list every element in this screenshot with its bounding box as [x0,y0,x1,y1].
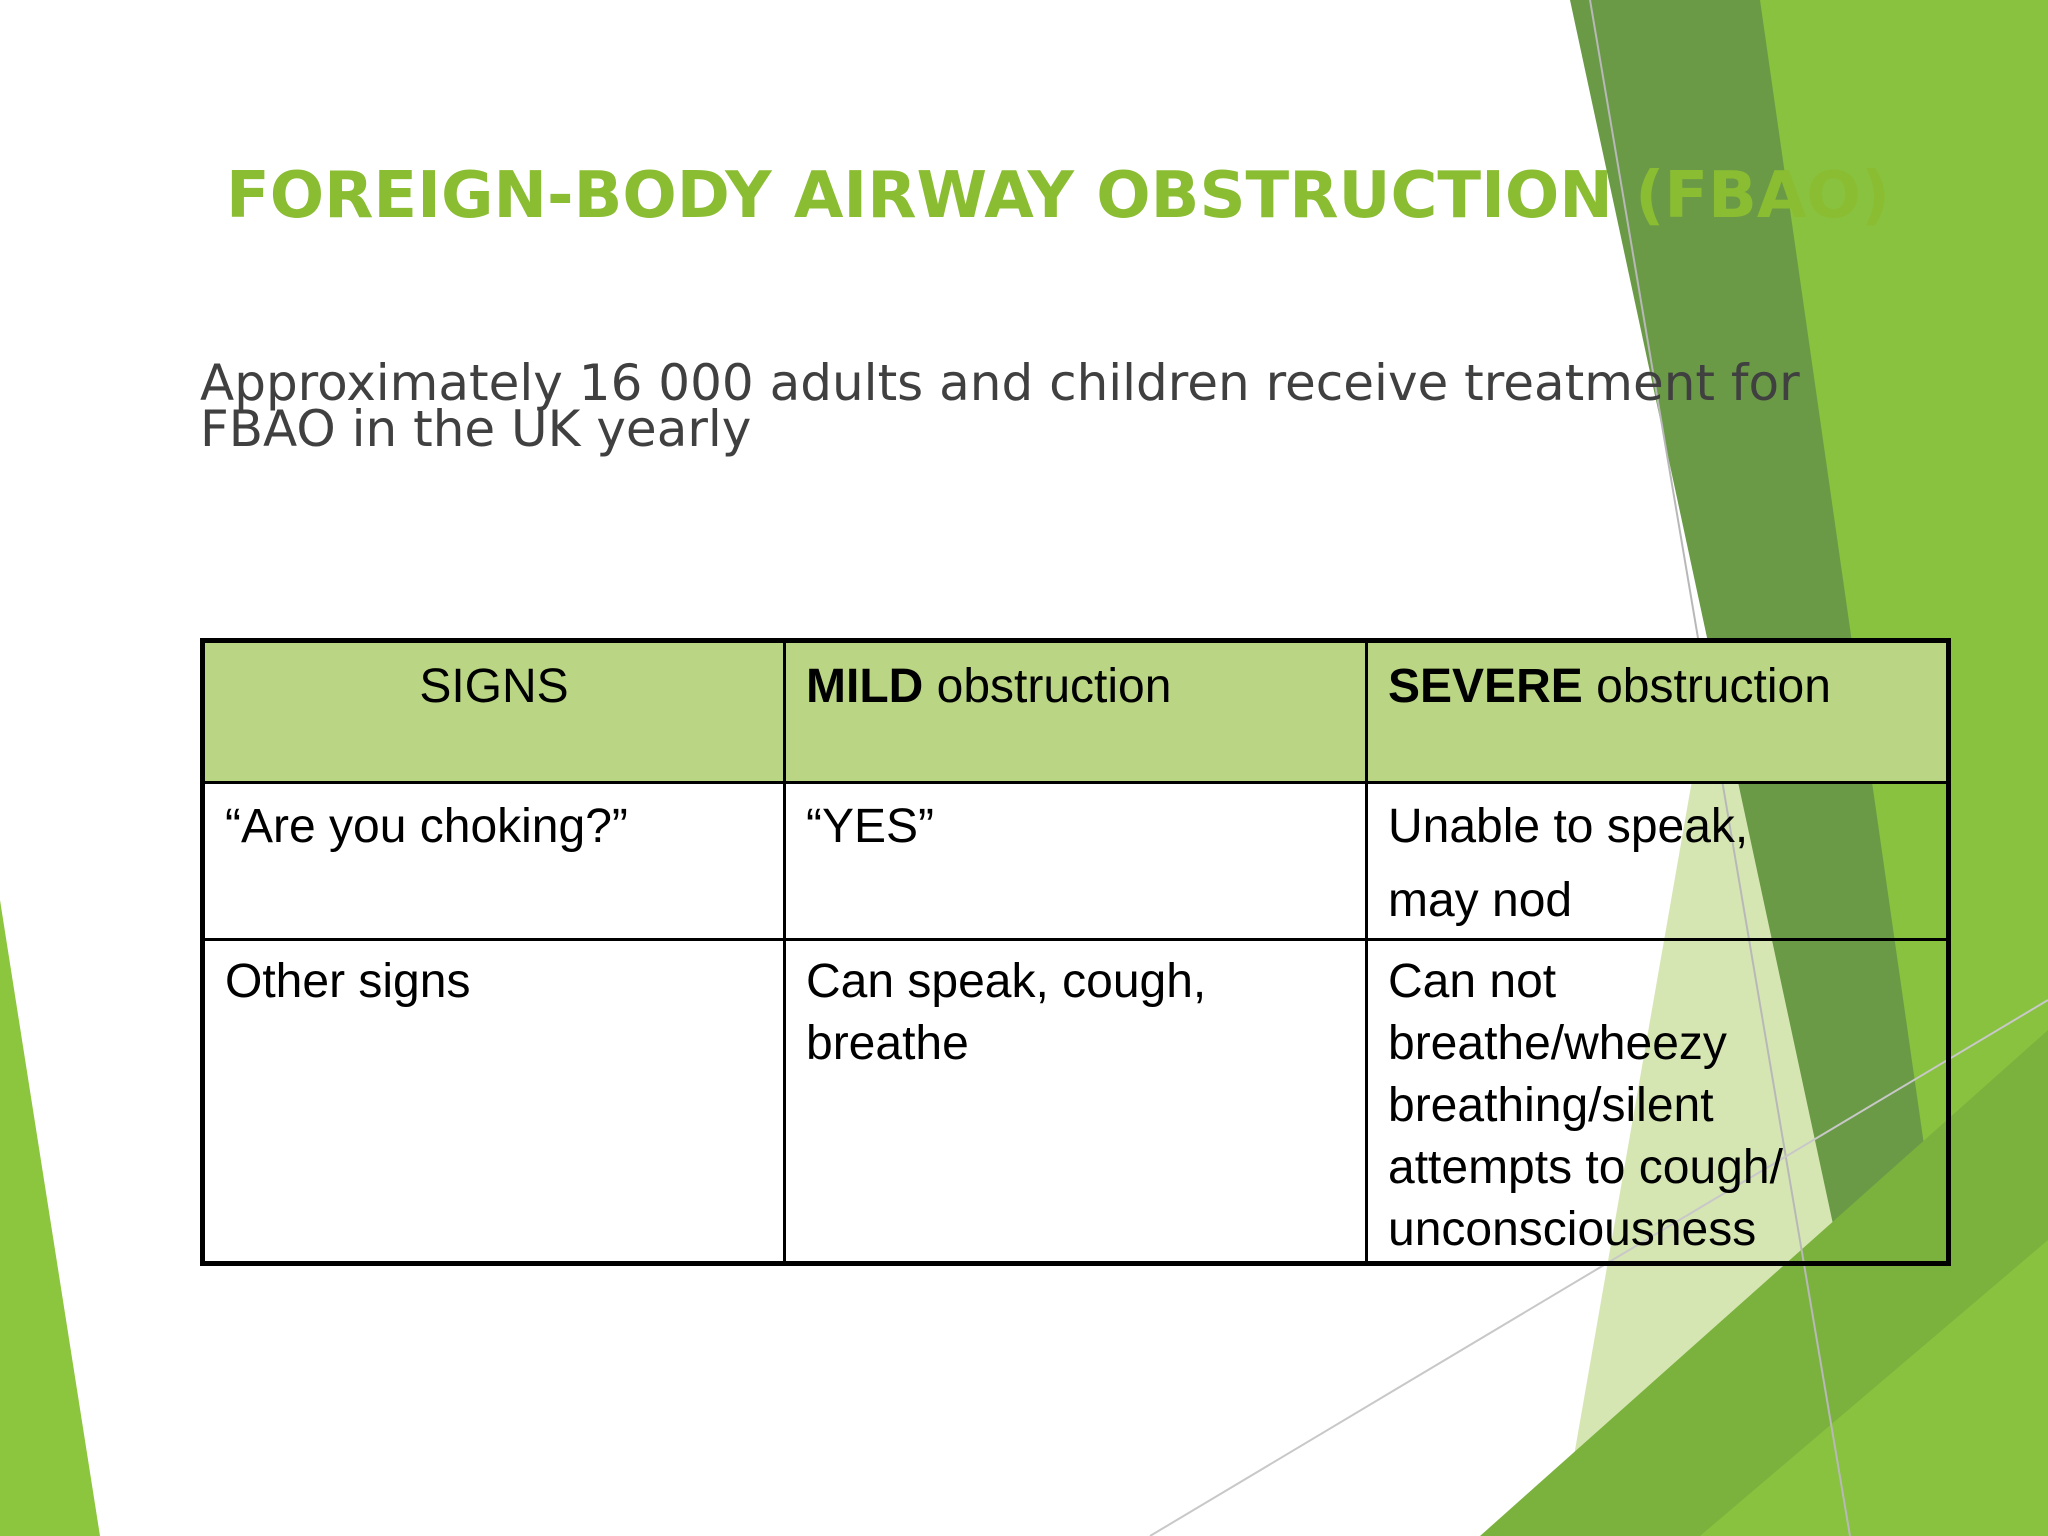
cell-mild [785,940,1367,1264]
header-signs [203,641,785,783]
slide-title: FOREIGN-BODY AIRWAY OBSTRUCTION (FBAO) [226,159,1891,233]
table-row [203,940,1949,1264]
cell-sign-text: “Are you choking?” [225,800,628,853]
header-mild-rest: obstruction [923,660,1172,713]
cell-severe [1367,783,1949,940]
table-row [203,783,1949,940]
cell-severe-line: may nod [1388,874,1573,927]
cell-mild-text: “YES” [806,800,935,853]
cell-mild-line: breathe [806,1017,969,1070]
header-severe [1367,641,1949,783]
header-severe-rest: obstruction [1582,660,1831,713]
cell-mild-line: Can speak, cough, [806,955,1207,1008]
cell-severe-line: attempts to cough/ [1388,1141,1783,1194]
table-header-row [203,641,1949,783]
cell-severe-line: Can not [1388,955,1557,1008]
header-signs-label: SIGNS [419,660,569,713]
cell-severe-line: breathing/silent [1388,1079,1714,1132]
cell-sign [203,783,785,940]
cell-sign [203,940,785,1264]
cell-severe-line: breathe/wheezy [1388,1017,1727,1070]
cell-severe-line: unconsciousness [1388,1203,1757,1256]
header-mild-bold: MILD [806,660,924,713]
header-mild [785,641,1367,783]
intro-text: Approximately 16 000 adults and children receive treatment for FBAO in the UK yearly [200,354,1800,458]
cell-mild [785,783,1367,940]
cell-severe-line: Unable to speak, [1388,800,1749,853]
cell-severe [1367,940,1949,1264]
left-green-wedge [0,900,100,1536]
signs-table [200,638,1951,1266]
cell-sign-text: Other signs [225,955,471,1008]
header-severe-bold: SEVERE [1388,660,1583,713]
